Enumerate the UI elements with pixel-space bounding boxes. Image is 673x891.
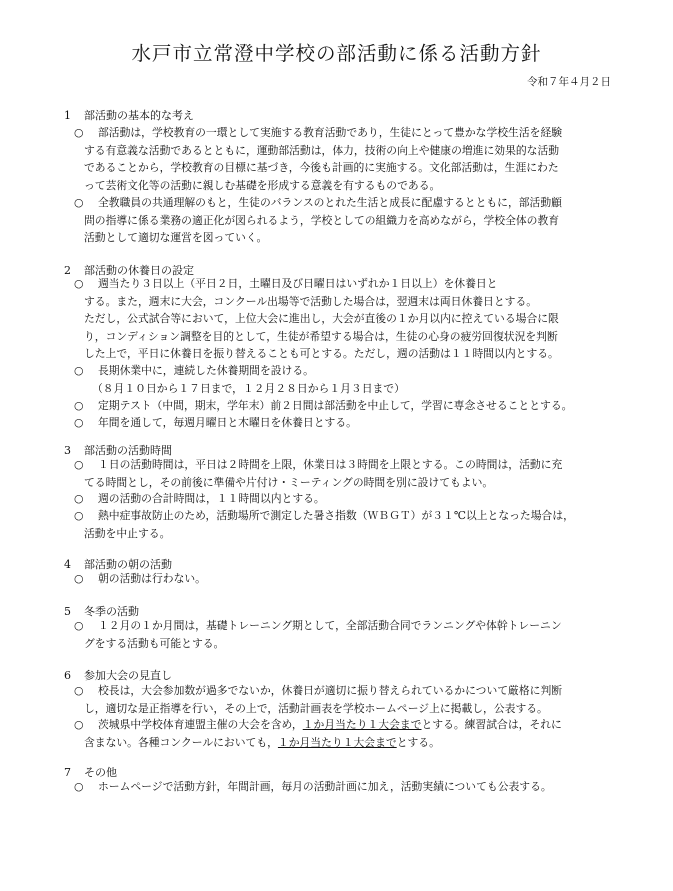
text-line: 校長は，大会参加数が過多でないか，休養日が適切に振り替えられているかについて厳格に判断 [98, 684, 563, 697]
section-title: 部活動の基本的な考え [84, 109, 194, 122]
section-title: その他 [84, 766, 117, 779]
section-title: 部活動の朝の活動 [84, 558, 172, 571]
bullet-circle-icon: ○ [74, 277, 84, 290]
section-number: 1 [64, 109, 71, 122]
bullet-circle-icon: ○ [74, 619, 84, 632]
text-line: てる時間とし，その前後に準備や片付け・ミーティングの時間を別に設けてもよい。 [84, 475, 494, 489]
bullet-circle-icon: ○ [74, 364, 84, 377]
section-number: 3 [64, 444, 71, 457]
bullet-circle-icon: ○ [74, 684, 84, 697]
document-date: 令和７年４月２日 [527, 76, 611, 88]
text-line: ただし，公式試合等において，上位大会に進出し，大会が直後の１か月以内に控えている場合に限 [84, 312, 559, 325]
list-item [74, 397, 619, 415]
text-span: とする。練習試合は，それに [421, 718, 562, 731]
list-item [74, 456, 619, 491]
list-item [74, 716, 619, 751]
text-line: 活動を中止する。 [84, 526, 171, 540]
bullet-circle-icon: ○ [74, 399, 84, 412]
bullet-circle-icon: ○ [74, 126, 84, 139]
text-line: 熱中症事故防止のため，活動場所で測定した暑さ指数（ＷＢＧＴ）が３１℃以上となった場合は， [98, 509, 574, 522]
text-line: であることから，学校教育の目標に基づき，今後も計画的に実施する。文化部活動は，生涯にわた [84, 161, 559, 174]
list-item [74, 414, 619, 432]
section-number: 4 [64, 558, 71, 571]
text-line: １２月の１か月間は，基礎トレーニング期として，全部活動合同でランニングや体幹トレーニン [98, 619, 562, 632]
section-number: 5 [64, 605, 71, 618]
text-line: １日の活動時間は，平日は２時間を上限，休業日は３時間を上限とする。この時間は，活動に充 [98, 458, 563, 471]
bullet-circle-icon: ○ [74, 718, 84, 731]
section-title: 部活動の休養日の設定 [84, 264, 194, 277]
text-line: って芸術文化等の活動に親しむ基礎を形成する意義を有するものである。 [84, 178, 441, 192]
list-item [74, 124, 619, 194]
section-heading-6 [64, 667, 172, 683]
text-line [74, 716, 619, 734]
text-line: 朝の活動は行わない。 [98, 572, 206, 585]
text-line: （８月１０日から１７日まで，１２月２８日から１月３日まで） [92, 381, 405, 395]
text-line: 週の活動の合計時間は，１１時間以内とする。 [98, 492, 325, 505]
text-line: り，コンディション調整を目的として，生徒が希望する場合は，生徒の心身の疲労回復状況を判断 [84, 329, 558, 343]
underlined-text: １か月当たり１大会まで [277, 735, 397, 749]
underlined-text: １か月当たり１大会まで [302, 718, 422, 731]
text-line: 部活動は，学校教育の一環として実施する教育活動であり，生徒にとって豊かな学校生活を経験 [98, 126, 563, 139]
list-item [74, 194, 619, 247]
section-number: 7 [64, 766, 71, 779]
text-span: 茨城県中学校体育連盟主催の大会を含め， [98, 718, 303, 731]
text-span: とする。 [396, 735, 440, 749]
bullet-circle-icon: ○ [74, 458, 84, 471]
text-line: 定期テスト（中間，期末，学年末）前２日間は部活動を中止して，学習に専念させることとする。 [98, 399, 573, 412]
section-title: 冬季の活動 [84, 605, 139, 618]
list-item [74, 490, 619, 508]
document-title: 水戸市立常澄中学校の部活動に係る活動方針 [131, 42, 542, 65]
bullet-circle-icon: ○ [74, 780, 84, 793]
text-line: した上で，平日に休養日を振り替えることも可とする。ただし，週の活動は１１時間以内とする。 [84, 347, 559, 360]
bullet-circle-icon: ○ [74, 572, 84, 585]
text-line: 週当たり３日以上（平日２日，土曜日及び日曜日はいずれか１日以上）を休養日と [98, 277, 498, 290]
text-line: グをする活動も可能とする。 [84, 636, 225, 650]
list-item [74, 570, 619, 588]
section-number: 6 [64, 669, 71, 682]
list-item [74, 275, 619, 363]
bullet-circle-icon: ○ [74, 492, 84, 505]
section-title: 参加大会の見直し [84, 669, 172, 682]
text-line: し，適切な是正指導を行い，その上で，活動計画表を学校ホームページ上に掲載し，公表する。 [84, 701, 548, 715]
section-title: 部活動の活動時間 [84, 444, 172, 457]
text-line: 年間を通して，毎週月曜日と木曜日を休養日とする。 [98, 416, 357, 429]
list-item [74, 682, 619, 717]
bullet-circle-icon: ○ [74, 509, 84, 522]
bullet-circle-icon: ○ [74, 416, 84, 429]
text-line: 長期休業中に，連続した休養期間を設ける。 [98, 364, 314, 377]
bullet-circle-icon: ○ [74, 196, 84, 209]
section-heading-1 [64, 107, 194, 123]
section-number: 2 [64, 264, 71, 277]
list-item [74, 778, 619, 796]
text-line: 全教職員の共通理解のもと，生徒のバランスのとれた生活と成長に配慮するとともに，部活動顧 [98, 196, 562, 209]
text-line: 活動として適切な運営を図っていく。 [84, 231, 268, 244]
text-line: 問の指導に係る業務の適正化が図られるよう，学校としての組織力を高めながら，学校全体の教育 [84, 213, 560, 227]
text-line: する有意義な活動であるとともに，運動部活動は，体力，技術の向上や健康の増進に効果的な活動 [84, 143, 560, 157]
text-line [74, 734, 619, 752]
list-item [74, 362, 619, 397]
text-span: 含まない。各種コンクールにおいても， [84, 735, 278, 749]
text-line: ホームページで活動方針，年間計画，毎月の活動計画に加え，活動実績についても公表する。 [98, 780, 552, 793]
list-item [74, 507, 619, 542]
list-item [74, 617, 619, 652]
text-line: する。また，週末に大会，コンクール出場等で活動した場合は，翌週末は両日休養日とする。 [84, 294, 538, 308]
